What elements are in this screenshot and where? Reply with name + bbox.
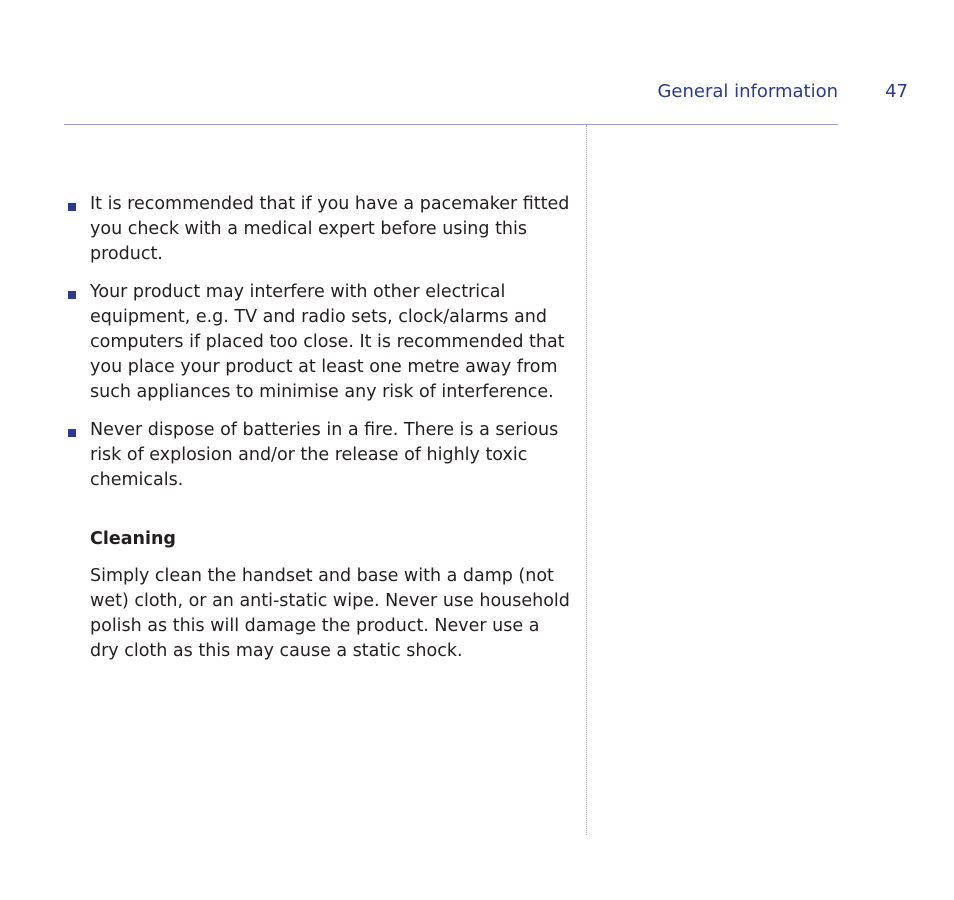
square-bullet-icon [68, 429, 76, 437]
cleaning-heading: Cleaning [90, 529, 176, 549]
header-rule [64, 124, 838, 125]
list-item [64, 418, 570, 493]
square-bullet-icon [68, 203, 76, 211]
main-content [64, 192, 570, 664]
list-item [64, 192, 570, 267]
running-header [0, 81, 954, 105]
section-name: General information [657, 81, 838, 102]
bullet-text: It is recommended that if you have a pacemaker fitted you check with a medical expert before using this product. [90, 194, 570, 264]
column-divider [586, 125, 587, 835]
bullet-text: Your product may interfere with other electrical equipment, e.g. TV and radio sets, clock/alarms and computers if placed too close. It is recommended that you place your product at least one metre away from such appliances to minimise any risk of interference. [90, 282, 565, 402]
safety-bullet-list [64, 192, 570, 493]
bullet-text: Never dispose of batteries in a fire. There is a serious risk of explosion and/or the release of highly toxic chemicals. [90, 420, 559, 490]
cleaning-paragraph: Simply clean the handset and base with a damp (not wet) cloth, or an anti-static wipe. Never use household polish as this will damage the product. Never use a dry cloth as this may cause a static shock. [90, 566, 570, 661]
square-bullet-icon [68, 291, 76, 299]
list-item [64, 280, 570, 405]
page-number: 47 [885, 81, 908, 102]
